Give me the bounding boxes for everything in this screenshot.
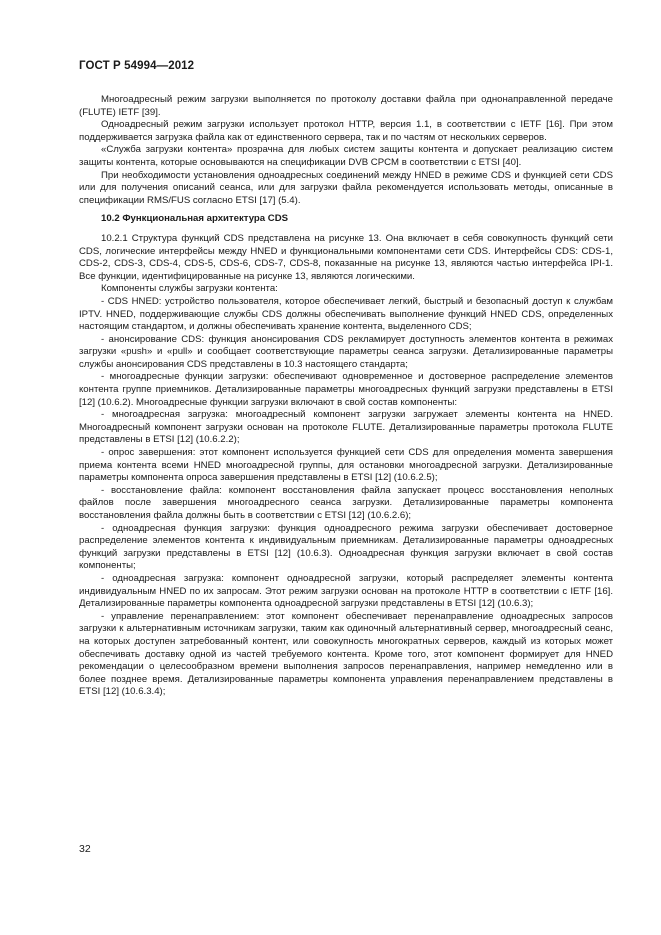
paragraph: «Служба загрузки контента» прозрачна для любых систем защиты контента и допускает реализацию систем защиты контента, которые основываются на спецификации DVB CPCM в соответствии с ETSI [40].: [79, 144, 613, 168]
paragraph: Многоадресный режим загрузки выполняется по протоколу доставки файла при однонаправленной передаче (FLUTE) IETF [39].: [79, 94, 613, 118]
standard-header: ГОСТ Р 54994—2012: [79, 60, 195, 72]
paragraph: 10.2.1 Структура функций CDS представлена на рисунке 13. Она включает в себя совокупность функций сети CDS, логические интерфейсы между HNED и функциональными компонентами сети CDS. Интерфейсы CDS: CDS-1, CDS-2, CDS-3, CDS-4, CDS-5, CDS-6, CDS-7, CDS-8, показанные на рисунке 13, являются частью интерфейса IPI-1. Все функции, идентифицированные на рисунке 13, являются логическими.: [79, 232, 613, 282]
list-item: - одноадресная загрузка: компонент одноадресной загрузки, который распределяет элементы контента индивидуальным HNED по их запросам. Этот режим загрузки основан на протоколе HTTP в соответствии с IETF [16]. Детализированные параметры компонента одноадресной загрузки представлены в ETSI [12] (10.6.3);: [79, 572, 613, 610]
section-heading: 10.2 Функциональная архитектура CDS: [101, 213, 289, 225]
page-number: 32: [79, 843, 91, 855]
document-body: [79, 94, 613, 699]
list-item: - анонсирование CDS: функция анонсирования CDS рекламирует доступность элементов контента в режимах загрузки «push» и «pull» и сообщает соответствующие параметры сеанса загрузки. Детализированные параметры службы анонсирования CDS представлены в 10.3 настоящего стандарта;: [79, 333, 613, 370]
paragraph: При необходимости установления одноадресных соединений между HNED в режиме CDS и функцией сети CDS или для получения описаний сеанса, или для загрузки файла рекомендуется использовать методы, описанные в спецификации RMS/FUS согласно ETSI [17] (5.4).: [79, 169, 613, 206]
list-item: - многоадресная загрузка: многоадресный компонент загрузки загружает элементы контента на HNED. Многоадресный компонент загрузки основан на протоколе FLUTE. Детализированные параметры протокола FLUTE представлены в ETSI [12] (10.6.2.2);: [79, 409, 613, 446]
paragraph: Компоненты службы загрузки контента:: [101, 283, 278, 295]
list-item: - CDS HNED: устройство пользователя, которое обеспечивает легкий, быстрый и безопасный доступ к службам IPTV. HNED, поддерживающие службы CDS должны обеспечивать выполнение функций HNED CDS, определенных настоящим стандартом, и должны обеспечивать хранение контента, выделенного CDS;: [79, 295, 613, 333]
list-item: - управление перенаправлением: этот компонент обеспечивает перенаправление одноадресных запросов загрузки к альтернативным источникам загрузки, таким как одиночный альтернативный сервер, многоадресный сеанс, на которых доступен затребованный контент, или совокупность многократных серверов, каждый из которых может обеспечивать доставку одной из частей требуемого контента. Кроме того, этот компонент формирует для HNED рекомендации о целесообразном времени выполнения запросов перенаправления, например немедленно или в более позднее время. Детализированные параметры компонента управления перенаправлением представлены в ETSI [12] (10.6.3.4);: [79, 610, 613, 698]
list-item: - опрос завершения: этот компонент используется функцией сети CDS для определения момента завершения приема контента всеми HNED многоадресной группы, для остановки многоадресной загрузки. Детализированные параметры компонента опроса завершения представлены в ETSI [12] (10.6.2.5);: [79, 447, 613, 484]
list-item: - одноадресная функция загрузки: функция одноадресного режима загрузки обеспечивает достоверное распределение элементов контента к индивидуальным приемникам. Детализированные параметры одноадресных функций загрузки представлены в ETSI [12] (10.6.3). Одноадресная функция загрузки включает в свой состав компоненты;: [79, 522, 613, 572]
paragraph: Одноадресный режим загрузки использует протокол HTTP, версия 1.1, в соответствии с IETF [16]. При этом поддерживается загрузка файла как от единственного сервера, так и по частям от нескольких серверов.: [79, 119, 613, 143]
list-item: - восстановление файла: компонент восстановления файла запускает процесс восстановления неполных файлов после завершения многоадресного сеанса загрузки. Детализированные параметры компонента восстановления файла должны быть в соответствии с ETSI [12] (10.6.2.6);: [79, 484, 613, 521]
list-item: - многоадресные функции загрузки: обеспечивают одновременное и достоверное распределение элементов контента группе приемников. Детализированные параметры многоадресных функций загрузки представлены в ETSI [12] (10.6.2). Многоадресные функции загрузки включают в свой состав компоненты:: [79, 371, 613, 408]
